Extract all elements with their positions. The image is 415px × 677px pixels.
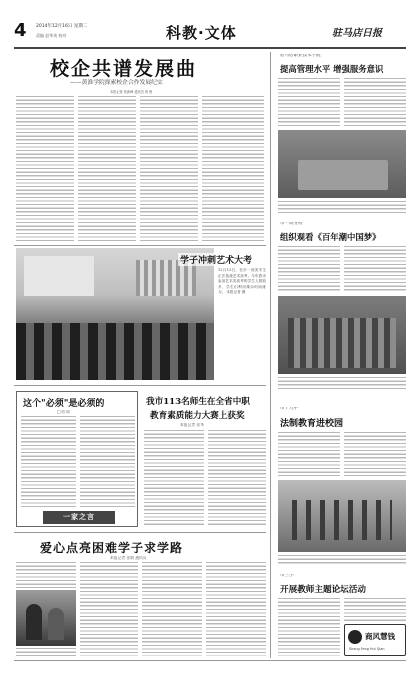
- lower-rule: [14, 532, 266, 533]
- logo-emblem-icon: [348, 630, 362, 644]
- right-title-1: 提高管理水平 增强服务意识: [280, 64, 384, 74]
- right-body-4a: [278, 598, 340, 656]
- opinion-tag: 一家之言: [43, 511, 115, 524]
- lead-title: 校企共谱发展曲: [50, 58, 198, 80]
- right-caption-3: [278, 555, 406, 565]
- art-students-photo: [16, 248, 214, 380]
- right-title-2: 组织观看《百年潮中国梦》: [280, 232, 381, 242]
- lead-body-col-4: [202, 96, 264, 242]
- masthead-logo: 驻马店日报: [332, 28, 382, 39]
- right-source-4: 市三小: [280, 574, 294, 578]
- opinion-author: □刘 琼: [57, 410, 71, 414]
- right-source-2: 市一高分校: [280, 222, 303, 226]
- right-caption-1: [278, 201, 406, 215]
- charity-body-1: [16, 562, 76, 588]
- teachers-title-line1: 我市113名师生在全省中职: [146, 397, 250, 407]
- mid-rule: [14, 385, 266, 386]
- students-watching-photo: [278, 296, 406, 374]
- issue-date: 2014年12月16日 星期二: [36, 24, 88, 29]
- charity-byline: 本报记者 张敏 通讯员: [110, 556, 147, 560]
- charity-title: 爱心点亮困难学子求学路: [40, 541, 184, 555]
- lead-subtitle: ——黄淮学院探索校企合作发展纪实: [70, 80, 163, 86]
- right-body-4b: [344, 598, 406, 622]
- footer-logo-box: [344, 624, 406, 656]
- page-number: 4: [14, 20, 27, 41]
- vocational-school-photo: [278, 130, 406, 198]
- charity-body-2: [80, 562, 138, 656]
- right-source-1: 驻马店职业技术学院: [280, 54, 321, 58]
- right-body-1a: [278, 78, 340, 126]
- editor-line: 责编 赵华英 校对: [36, 33, 67, 38]
- photo-top-rule: [14, 245, 266, 246]
- charity-photo-caption: [16, 648, 76, 656]
- right-title-3: 法制教育进校园: [280, 419, 344, 429]
- teachers-body-b: [208, 430, 266, 526]
- right-body-2b: [344, 246, 406, 292]
- lead-body-col-1: [16, 96, 74, 242]
- law-education-photo: [278, 480, 406, 552]
- opinion-title: 这个"必须"是必须的: [23, 399, 105, 409]
- right-body-3b: [344, 432, 406, 476]
- right-source-3: 市十九中: [280, 407, 298, 411]
- charity-body-3: [142, 562, 202, 656]
- lead-body-col-2: [78, 96, 136, 242]
- photo-side-caption: 12月13日，在市一高美术生正在备战艺术高考。今年我市参加艺术类高考的学生人数较多，学生们利用课余时间练习。 本报记者 摄: [218, 268, 266, 295]
- column-divider: [270, 52, 271, 658]
- right-body-3a: [278, 432, 340, 476]
- header-rule: [14, 47, 406, 49]
- section-title: 科教·文体: [166, 24, 237, 42]
- right-caption-2: [278, 377, 406, 389]
- photo-caption-title: 学子冲刺艺术大考: [178, 253, 254, 266]
- teachers-title-line2: 教育素质能力大赛上获奖: [150, 411, 245, 421]
- teachers-body-a: [144, 430, 204, 526]
- lead-byline: 本报记者 张新峰 通讯员 黄 俊: [110, 90, 153, 94]
- charity-body-4: [206, 562, 266, 656]
- right-body-1b: [344, 78, 406, 126]
- footer-logo-subtext: Shang Feng Hui Qian: [349, 647, 385, 651]
- teachers-byline: 本报记者 张华: [180, 423, 204, 427]
- charity-photo: [16, 590, 76, 646]
- page-bottom-rule: [14, 660, 406, 661]
- opinion-body-b: [80, 416, 135, 508]
- footer-logo-text: 商风慧钱: [365, 632, 395, 641]
- page-header: [14, 20, 406, 46]
- lead-body-col-3: [140, 96, 198, 242]
- opinion-box: [16, 391, 138, 527]
- opinion-body-a: [21, 416, 76, 508]
- right-body-2a: [278, 246, 340, 292]
- right-title-4: 开展教师主题论坛活动: [280, 585, 366, 595]
